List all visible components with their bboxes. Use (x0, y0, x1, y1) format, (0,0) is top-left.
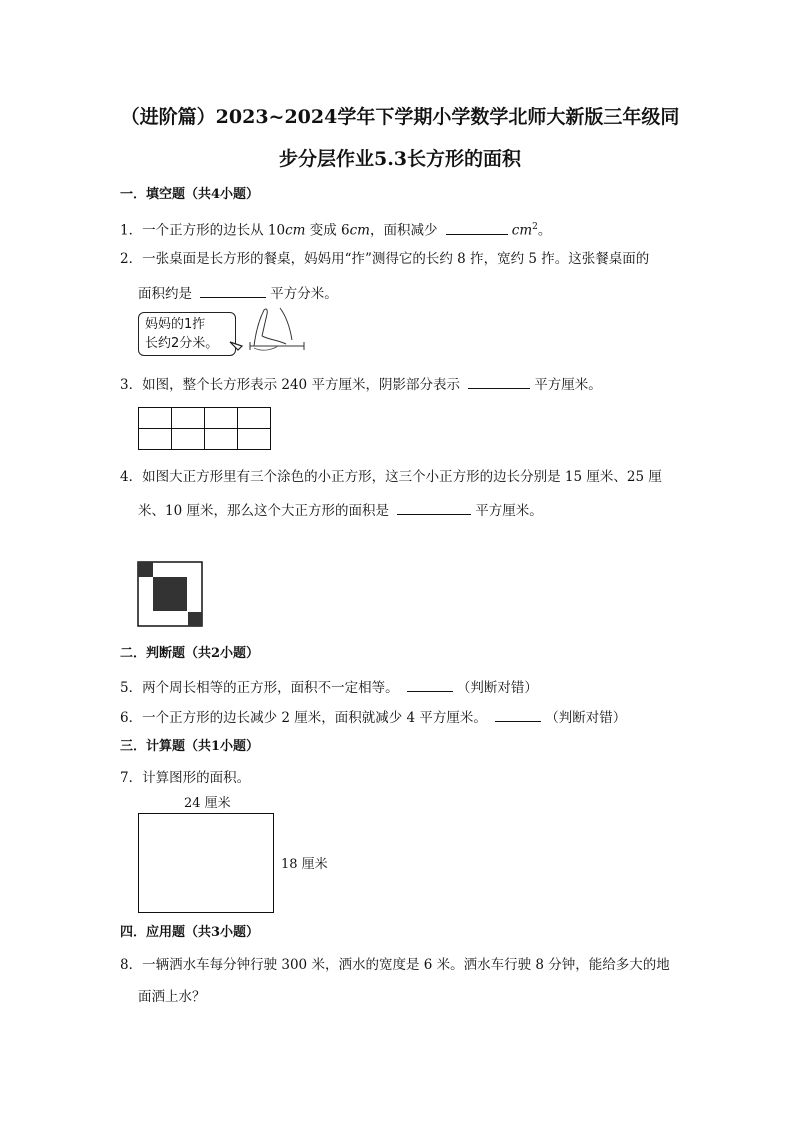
question-4-line-2: 米、10 厘米，那么这个大正方形的面积是 平方厘米。 (138, 500, 543, 520)
nested-squares-figure (137, 561, 205, 629)
question-2-line-1: 2．一张桌面是长方形的餐桌，妈妈用“拃”测得它的长约 8 拃，宽约 5 拃。这张餐桌面的 (120, 251, 650, 267)
speech-bubble: 妈妈的1拃 长约2分米。 (138, 312, 236, 356)
question-2-line-2: 面积约是 平方分米。 (138, 283, 338, 303)
small-square-25 (153, 577, 187, 611)
grid-rectangle-figure (138, 407, 271, 450)
section-word-problems: 四．应用题（共3小题） (120, 925, 260, 940)
rect-width-label: 24 厘米 (184, 796, 231, 811)
question-3: 3．如图，整个长方形表示 240 平方厘米，阴影部分表示 平方厘米。 (120, 374, 602, 394)
question-8-line-2: 面洒上水？ (138, 989, 206, 1005)
rectangle-figure (138, 813, 274, 913)
question-5: 5．两个周长相等的正方形，面积不一定相等。 （判断对错） (120, 677, 538, 697)
answer-blank-2[interactable] (200, 283, 266, 298)
hand-span-icon (220, 306, 310, 360)
answer-blank-6[interactable] (495, 707, 541, 722)
answer-blank-3[interactable] (468, 374, 530, 389)
grid-table (138, 407, 271, 450)
title-line-2: 步分层作业5.3长方形的面积 (278, 148, 522, 170)
title-line-1: （进阶篇）2023~2024学年下学期小学数学北师大新版三年级同 (120, 106, 680, 128)
section-calculation: 三．计算题（共1小题） (120, 739, 260, 754)
rect-height-label: 18 厘米 (281, 857, 328, 872)
answer-blank-5[interactable] (407, 677, 453, 692)
question-7: 7．计算图形的面积。 (120, 770, 251, 786)
question-8-line-1: 8．一辆洒水车每分钟行驶 300 米，洒水的宽度是 6 米。洒水车行驶 8 分钟，能给多大的地 (120, 957, 670, 973)
small-square-10 (188, 612, 202, 626)
answer-blank-1[interactable] (446, 220, 508, 235)
answer-blank-4[interactable] (397, 500, 471, 515)
section-true-false: 二．判断题（共2小题） (120, 646, 260, 661)
small-square-15 (138, 562, 153, 577)
question-4-line-1: 4．如图大正方形里有三个涂色的小正方形，这三个小正方形的边长分别是 15 厘米、25 厘 (120, 469, 662, 485)
question-6: 6．一个正方形的边长减少 2 厘米，面积就减少 4 平方厘米。 （判断对错） (120, 707, 626, 727)
section-fill-blank: 一．填空题（共4小题） (120, 187, 260, 202)
question-1: 1．一个正方形的边长从 10cm 变成 6cm，面积减少 $cm^2$。 (120, 218, 551, 240)
